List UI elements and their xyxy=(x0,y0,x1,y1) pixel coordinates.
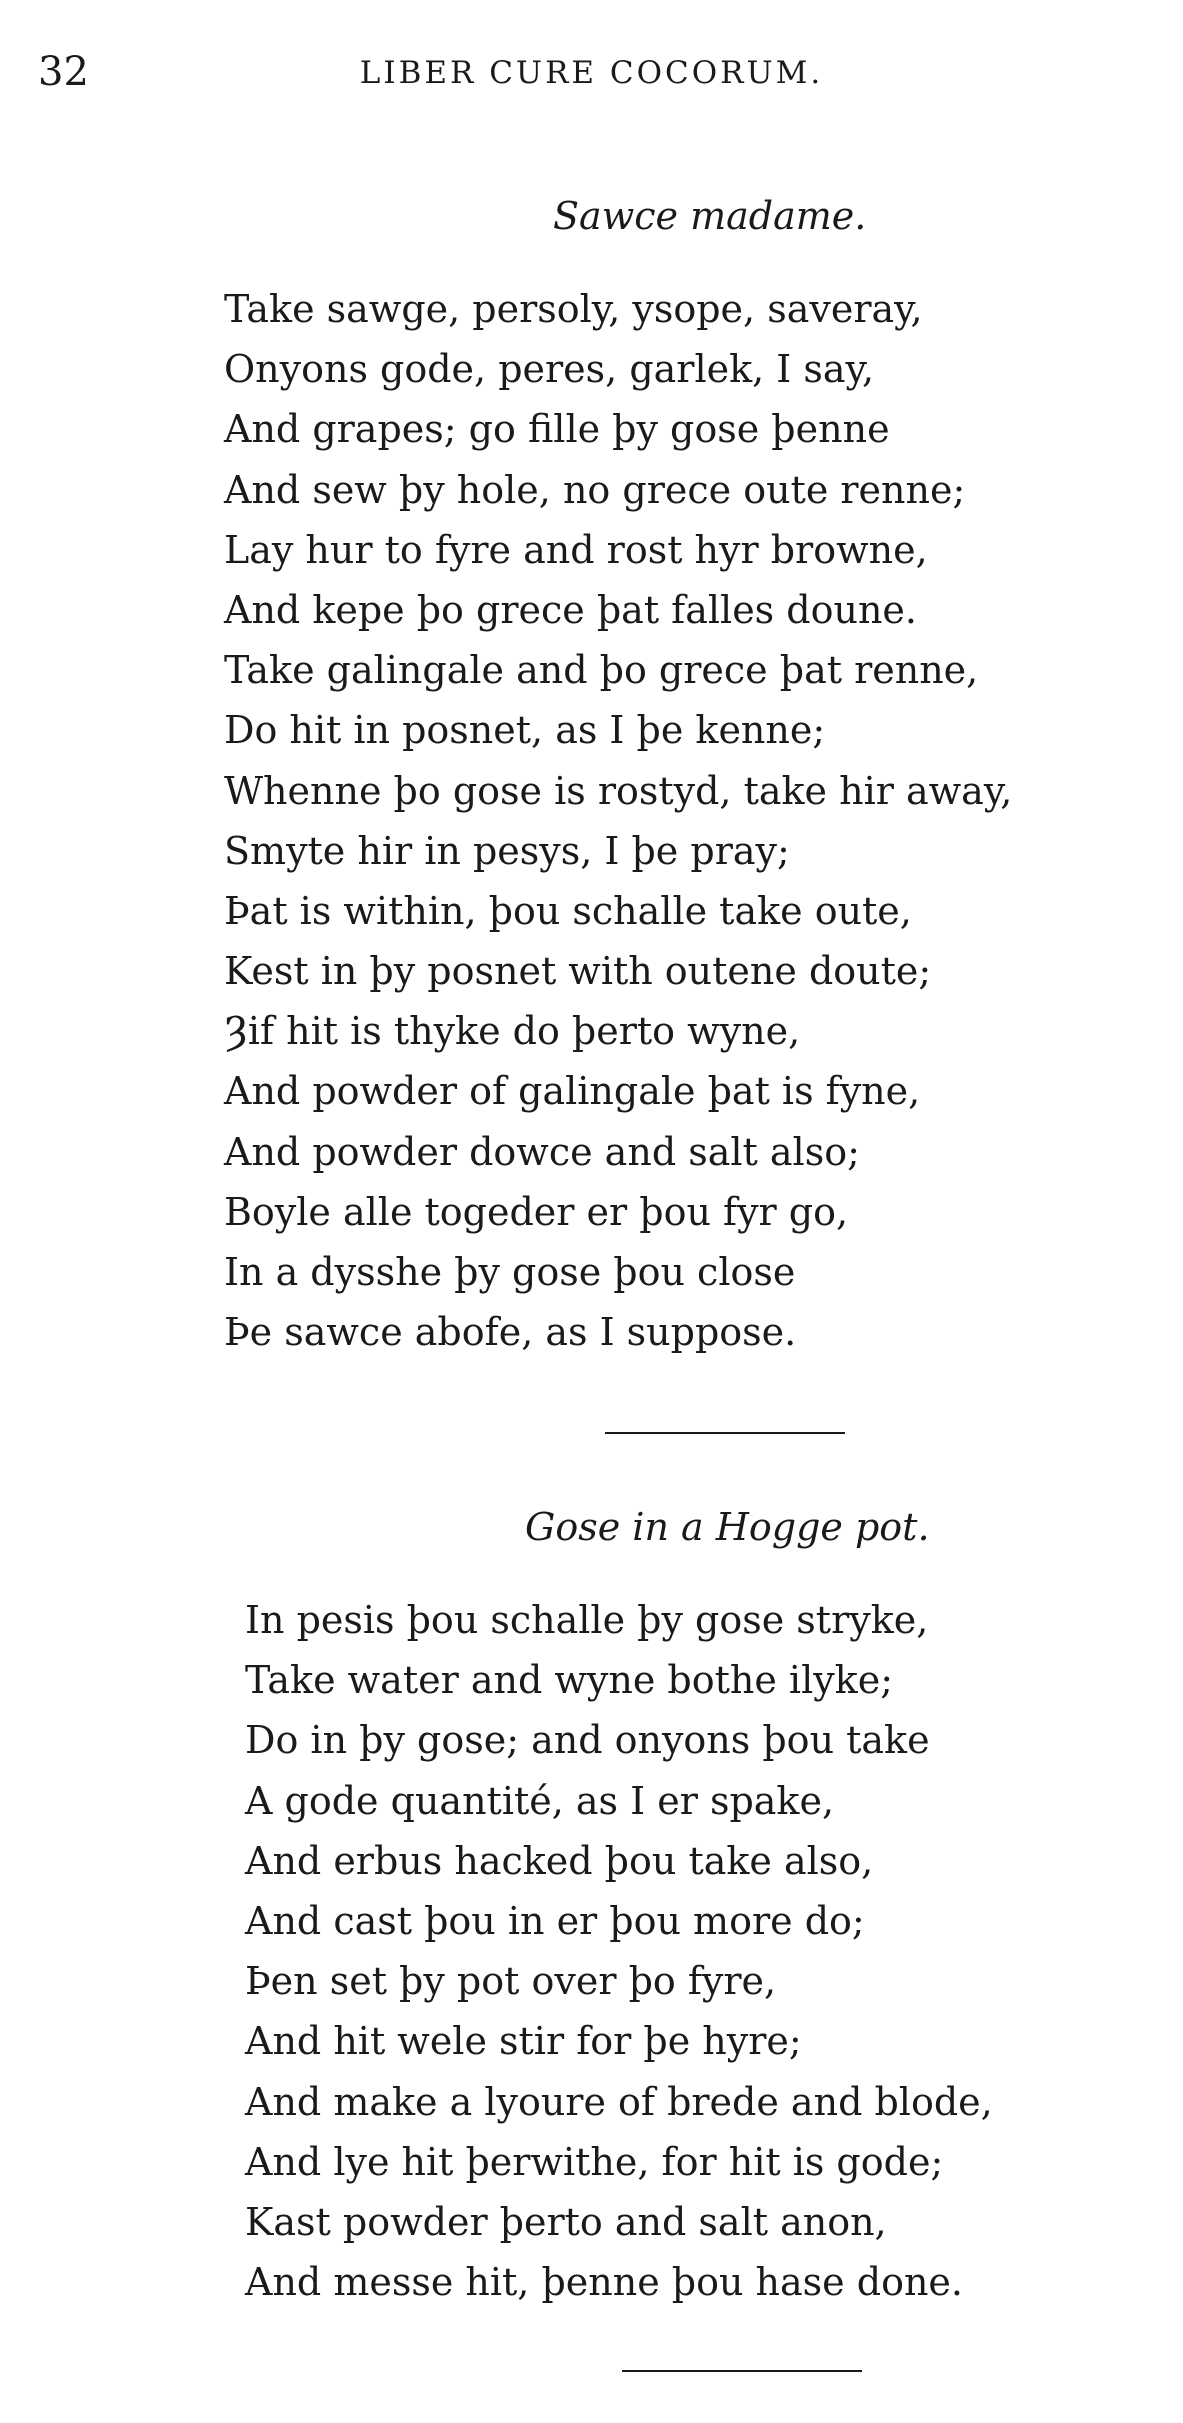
verse-line: Take sawge, persoly, ysope, saveray, xyxy=(224,287,923,331)
verse-line: And make a lyoure of brede and blode, xyxy=(245,2079,993,2124)
section-divider xyxy=(605,1432,845,1434)
verse-line: And kepe þo grece þat falles doune. xyxy=(224,587,917,632)
recipe-title-sawce-madame: Sawce madame. xyxy=(553,194,867,238)
verse-line: Lay hur to fyre and rost hyr browne, xyxy=(224,527,928,572)
verse-line: Ȝif hit is thyke do þerto wyne, xyxy=(224,1009,801,1054)
verse-line: And hit wele stir for þe hyre; xyxy=(245,2019,802,2064)
verse-sawce-madame xyxy=(224,279,1012,1362)
verse-line: Take galingale and þo grece þat renne, xyxy=(224,648,979,693)
verse-line: Smyte hir in pesys, I þe pray; xyxy=(224,828,790,873)
verse-line: Take water and wyne bothe ilyke; xyxy=(245,1658,894,1703)
verse-line: And lye hit þerwithe, for hit is gode; xyxy=(245,2139,944,2184)
verse-line: And messe hit, þenne þou hase done. xyxy=(245,2260,963,2305)
section-divider xyxy=(622,2370,862,2372)
running-head: LIBER CURE COCORUM. xyxy=(359,55,824,91)
verse-line: Þen set þy pot over þo fyre, xyxy=(245,1959,777,2004)
verse-line: Do hit in posnet, as I þe kenne; xyxy=(224,708,826,753)
verse-line: Kest in þy posnet with outene doute; xyxy=(224,949,932,994)
verse-line: Onyons gode, peres, garlek, I say, xyxy=(224,347,875,392)
verse-line: And powder dowce and salt also; xyxy=(224,1129,860,1174)
verse-line: Kast powder þerto and salt anon, xyxy=(245,2199,887,2244)
recipe-title-gose-in-a-hogge-pot: Gose in a Hogge pot. xyxy=(525,1505,930,1549)
verse-line: And sew þy hole, no grece oute renne; xyxy=(224,467,966,512)
verse-gose-in-a-hogge-pot xyxy=(245,1590,993,2312)
verse-line: And erbus hacked þou take also, xyxy=(245,1838,874,1883)
verse-line: Þe sawce abofe, as I suppose. xyxy=(224,1310,797,1355)
verse-line: Do in þy gose; and onyons þou take xyxy=(245,1718,930,1763)
verse-line: And grapes; go fille þy gose þenne xyxy=(224,407,890,452)
verse-line: A gode quantité, as I er spake, xyxy=(245,1778,835,1823)
verse-line: Boyle alle togeder er þou fyr go, xyxy=(224,1189,849,1234)
verse-line: In pesis þou schalle þy gose stryke, xyxy=(245,1598,929,1642)
verse-line: And powder of galingale þat is fyne, xyxy=(224,1069,921,1114)
verse-line: And cast þou in er þou more do; xyxy=(245,1898,865,1943)
page-number: 32 xyxy=(38,49,89,95)
verse-line: Whenne þo gose is rostyd, take hir away, xyxy=(224,768,1013,813)
verse-line: Þat is within, þou schalle take oute, xyxy=(224,888,912,933)
verse-line: In a dysshe þy gose þou close xyxy=(224,1250,796,1294)
